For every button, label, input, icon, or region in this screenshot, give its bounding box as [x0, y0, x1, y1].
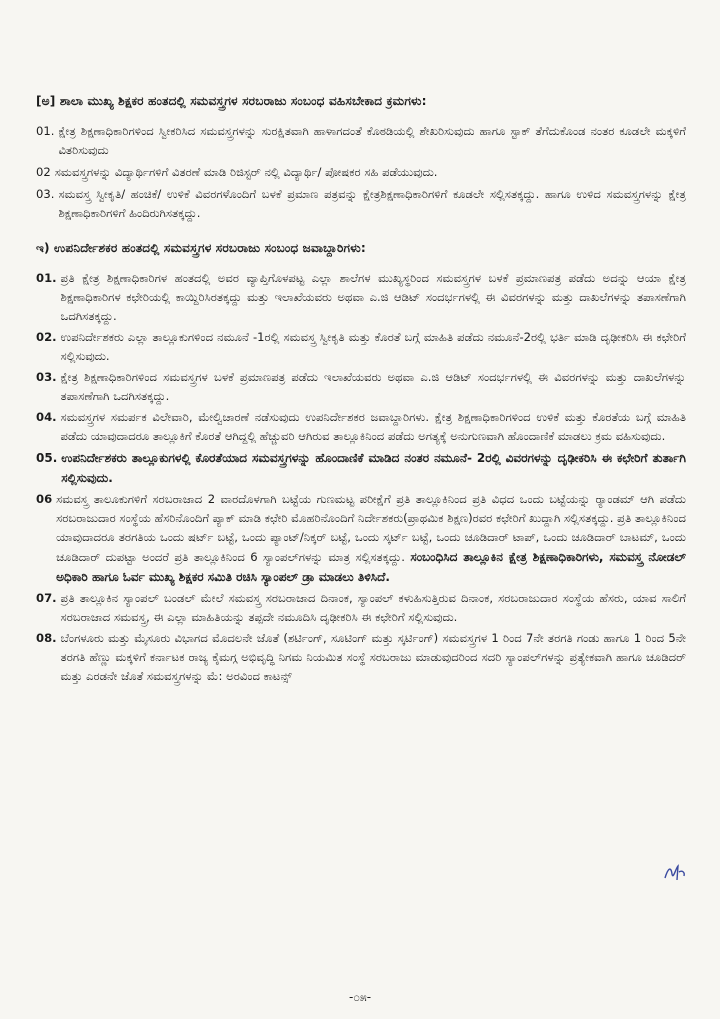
section-i [36, 239, 686, 686]
list-item [36, 490, 686, 587]
item-number: 03. [36, 370, 57, 384]
item-number: 03. [36, 187, 55, 201]
page-number: -೦೫- [348, 990, 372, 1004]
item-text-bold: ಸಂಬಂಧಿಸಿದ ತಾಲ್ಲೂಕಿನ ಕ್ಷೇತ್ರ ಶಿಕ್ಷಣಾಧಿಕಾರಿಗಳು, ಸಮವಸ್ತ್ರ ನೋಡಲ್ ಅಧಿಕಾರಿ ಹಾಗೂ ಓರ್ವ ಮುಖ್ಯ ಶಿಕ್ಷಕರ ಸಮಿತಿ ರಚಿಸಿ ಸ್ಯಾಂಪಲ್ ಡ್ರಾ ಮಾಡಲು ತಿಳಿಸಿದೆ. [56, 550, 686, 584]
list-item [36, 122, 686, 160]
list-item [36, 589, 686, 627]
item-text: ಸಮವಸ್ತ್ರಗಳ ಸಮರ್ಪಕ ವಿಲೇವಾರಿ, ಮೇಲ್ವಿಚಾರಣೆ ನಡೆಸುವುದು ಉಪನಿರ್ದೇಶಕರ ಜವಾಬ್ದಾರಿಗಳು. ಕ್ಷೇತ್ರ ಶಿಕ್ಷಣಾಧಿಕಾರಿಗಳಿಂದ ಉಳಿಕೆ ಮತ್ತು ಕೊರತೆಯ ಬಗ್ಗೆ ಮಾಹಿತಿ ಪಡೆದು ಯಾವುದಾದರೂ ತಾಲ್ಲೂಕಿಗೆ ಕೊರತೆ ಆಗಿದ್ದಲ್ಲಿ ಹೆಚ್ಚುವರಿ ಆಗಿರುವ ತಾಲ್ಲೂಕಿನಿಂದ ಪಡೆದು ಅಗತ್ಯಕ್ಕೆ ಅನುಗುಣವಾಗಿ ಹೊಂದಾಣಿಕೆ ಮಾಡಲು ಕ್ರಮ ವಹಿಸುವುದು. [60, 410, 686, 443]
item-text: ಸಮವಸ್ತ್ರಗಳನ್ನು ವಿದ್ಯಾರ್ಥಿಗಳಿಗೆ ವಿತರಣೆ ಮಾಡಿ ರಿಜಿಸ್ಟರ್ ನಲ್ಲಿ ವಿದ್ಯಾರ್ಥಿ/ ಪೋಷಕರ ಸಹಿ ಪಡೆಯುವುದು. [54, 165, 438, 179]
item-number: 01. [36, 124, 55, 138]
list-item-bold [36, 448, 686, 488]
item-number: 02 [36, 165, 51, 179]
item-text-block [56, 490, 686, 587]
item-text: ಸಮವಸ್ತ್ರ ತಾಲೂಕುಗಳಿಗೆ ಸರಬರಾಜಾದ 2 ವಾರದೊಳಗಾಗಿ ಬಟ್ಟೆಯ ಗುಣಮಟ್ಟ ಪರೀಕ್ಷೆಗೆ ಪ್ರತಿ ತಾಲ್ಲೂಕಿನಿಂದ ಪ್ರತಿ ವಿಧದ ಒಂದು ಬಟ್ಟೆಯನ್ನು ರ್‍ಯಾಂಡಮ್ ಆಗಿ ಪಡೆದು ಸರಬರಾಜುದಾರ ಸಂಸ್ಥೆಯ ಹೆಸರಿನೊಂದಿಗೆ ಪ್ಯಾಕ್ ಮಾಡಿ ಕಛೇರಿ ಮೊಹರಿನೊಂದಿಗೆ ನಿರ್ದೇಶಕರು(ಪ್ರಾಥಮಿಕ ಶಿಕ್ಷಣ)ರವರ ಕಛೇರಿಗೆ ಖುದ್ದಾಗಿ ಸಲ್ಲಿಸತಕ್ಕದ್ದು. ಪ್ರತಿ ತಾಲ್ಲೂಕಿನಿಂದ ಯಾವುದಾದರೂ ತರಗತಿಯ ಒಂದು ಷರ್ಟ್ ಬಟ್ಟೆ, ಒಂದು ಪ್ಯಾಂಟ್/ನಿಕ್ಕರ್ ಬಟ್ಟೆ, ಒಂದು ಸ್ಕರ್ಟ್ ಬಟ್ಟೆ, ಒಂದು ಚೂಡಿದಾರ್ ಟಾಪ್, ಒಂದು ಚೂಡಿದಾರ್ ಬಾಟಮ್, ಒಂದು ಚೂಡಿದಾರ್ ದುಪಟ್ಟಾ ಅಂದರೆ ಪ್ರತಿ ತಾಲ್ಲೂಕಿನಿಂದ 6 ಸ್ಯಾಂಪಲ್‌ಗಳನ್ನು ಮಾತ್ರ ಸಲ್ಲಿಸತಕ್ಕದ್ದು. [56, 492, 686, 564]
item-text: ಬೆಂಗಳೂರು ಮತ್ತು ಮೈಸೂರು ವಿಭಾಗದ ಮೊದಲನೇ ಜೊತೆ (ಶರ್ಟಿಂಗ್, ಸೂಟಿಂಗ್ ಮತ್ತು ಸ್ಕರ್ಟಿಂಗ್) ಸಮವಸ್ತ್ರಗಳ 1 ರಿಂದ 7ನೇ ತರಗತಿ ಗಂಡು ಹಾಗೂ 1 ರಿಂದ 5ನೇ ತರಗತಿ ಹೆಣ್ಣು ಮಕ್ಕಳಿಗೆ ಕರ್ನಾಟಕ ರಾಜ್ಯ ಕೈಮಗ್ಗ ಅಭಿವೃದ್ಧಿ ನಿಗಮ ನಿಯಮಿತ ಸಂಸ್ಥೆ ಸರಬರಾಜು ಮಾಡುವುದರಿಂದ ಸದರಿ ಸ್ಯಾಂಪಲ್‌ಗಳನ್ನು ಪ್ರತ್ಯೇಕವಾಗಿ ಹಾಗೂ ಚೂಡಿದರ್ ಮತ್ತು ಎರಡನೇ ಜೊತೆ ಸಮವಸ್ತ್ರಗಳನ್ನು ಮೆ: ಅರವಿಂದ ಕಾಟನ್ಸ್ [60, 631, 686, 683]
item-text: ಉಪನಿರ್ದೇಶಕರು ಎಲ್ಲಾ ತಾಲ್ಲೂಕುಗಳಿಂದ ನಮೂನೆ -1ರಲ್ಲಿ ಸಮವಸ್ತ್ರ ಸ್ವೀಕೃತಿ ಮತ್ತು ಕೊರತೆ ಬಗ್ಗೆ ಮಾಹಿತಿ ಪಡೆದು ನಮೂನೆ-2ರಲ್ಲಿ ಭರ್ತಿ ಮಾಡಿ ದೃಢೀಕರಿಸಿ ಈ ಕಛೇರಿಗೆ ಸಲ್ಲಿಸುವುದು. [60, 330, 686, 363]
list-item [36, 408, 686, 446]
item-text: ಕ್ಷೇತ್ರ ಶಿಕ್ಷಣಾಧಿಕಾರಿಗಳಿಂದ ಸಮವಸ್ತ್ರಗಳ ಬಳಕೆ ಪ್ರಮಾಣಪತ್ರ ಪಡೆದು ಇಲಾಖೆಯವರು ಅಥವಾ ಎ.ಜಿ ಆಡಿಟ್ ಸಂದರ್ಭಗಳಲ್ಲಿ ಈ ವಿವರಗಳನ್ನು ಮತ್ತು ದಾಖಲೆಗಳನ್ನು ತಪಾಸಣೆಗಾಗಿ ಒದಗಿಸತಕ್ಕದ್ದು. [60, 370, 686, 403]
item-text: ಉಪನಿರ್ದೇಶಕರು ತಾಲ್ಲೂಕುಗಳಲ್ಲಿ ಕೊರತೆಯಾದ ಸಮವಸ್ತ್ರಗಳನ್ನು ಹೊಂದಾಣಿಕೆ ಮಾಡಿದ ನಂತರ ನಮೂನೆ- 2ರಲ್ಲಿ ವಿವರಗಳನ್ನು ದೃಢೀಕರಿಸಿ ಈ ಕಛೇರಿಗೆ ತುರ್ತಾಗಿ ಸಲ್ಲಿಸುವುದು. [61, 451, 686, 485]
section-i-heading: ಇ) ಉಪನಿರ್ದೇಶಕರ ಹಂತದಲ್ಲಿ ಸಮವಸ್ತ್ರಗಳ ಸರಬರಾಜು ಸಂಬಂಧ ಜವಾಬ್ದಾರಿಗಳು: [36, 241, 366, 255]
list-item [36, 368, 686, 406]
item-number: 05. [36, 451, 58, 465]
list-item [36, 629, 686, 686]
item-text: ಪ್ರತಿ ಕ್ಷೇತ್ರ ಶಿಕ್ಷಣಾಧಿಕಾರಿಗಳ ಹಂತದಲ್ಲಿ ಅವರ ವ್ಯಾಪ್ತಿಗೊಳಪಟ್ಟ ಎಲ್ಲಾ ಶಾಲೆಗಳ ಮುಖ್ಯಸ್ಥರಿಂದ ಸಮವಸ್ತ್ರಗಳ ಬಳಕೆ ಪ್ರಮಾಣಪತ್ರ ಪಡೆದು ಅದನ್ನು ಆಯಾ ಕ್ಷೇತ್ರ ಶಿಕ್ಷಣಾಧಿಕಾರಿಗಳ ಕಛೇರಿಯಲ್ಲಿ ಕಾಯ್ದಿರಿಸಿರತಕ್ಕದ್ದು ಮತ್ತು ಇಲಾಖೆಯವರು ಅಥವಾ ಎ.ಜಿ ಆಡಿಟ್ ಸಂದರ್ಭಗಳಲ್ಲಿ ಈ ವಿವರಗಳನ್ನು ಮತ್ತು ದಾಖಲೆಗಳನ್ನು ತಪಾಸಣೆಗಾಗಿ ಒದಗಿಸತಕ್ಕದ್ದು. [60, 271, 686, 323]
item-number: 07. [36, 591, 57, 605]
item-number: 06 [36, 492, 53, 506]
item-text: ಪ್ರತಿ ತಾಲ್ಲೂಕಿನ ಸ್ಯಾಂಪಲ್ ಬಂಡಲ್ ಮೇಲೆ ಸಮವಸ್ತ್ರ ಸರಬರಾಜಾದ ದಿನಾಂಕ, ಸ್ಯಾಂಪಲ್ ಕಳುಹಿಸುತ್ತಿರುವ ದಿನಾಂಕ, ಸರಬರಾಜುದಾರ ಸಂಸ್ಥೆಯ ಹೆಸರು, ಯಾವ ಸಾಲಿಗೆ ಸರಬರಾಜಾದ ಸಮವಸ್ತ್ರ, ಈ ಎಲ್ಲಾ ಮಾಹಿತಿಯನ್ನು ತಪ್ಪದೇ ನಮೂದಿಸಿ ದೃಢೀಕರಿಸಿ ಈ ಕಛೇರಿಗೆ ಸಲ್ಲಿಸುವುದು. [60, 591, 686, 624]
list-item [36, 185, 686, 223]
list-item [36, 163, 686, 182]
section-a [36, 92, 686, 223]
item-text: ಕ್ಷೇತ್ರ ಶಿಕ್ಷಣಾಧಿಕಾರಿಗಳಿಂದ ಸ್ವೀಕರಿಸಿದ ಸಮವಸ್ತ್ರಗಳನ್ನು ಸುರಕ್ಷಿತವಾಗಿ ಹಾಳಾಗದಂತೆ ಕೊಠಡಿಯಲ್ಲಿ ಶೇಖರಿಸುವುದು ಹಾಗೂ ಸ್ಟಾಕ್ ತೆಗೆದುಕೊಂಡ ನಂತರ ಕೂಡಲೇ ಮಕ್ಕಳಿಗೆ ವಿತರಿಸುವುದು [58, 124, 686, 157]
item-number: 01. [36, 271, 57, 285]
item-text: ಸಮವಸ್ತ್ರ ಸ್ವೀಕೃತಿ/ ಹಂಚಿಕೆ/ ಉಳಿಕೆ ವಿವರಗಳೊಂದಿಗೆ ಬಳಕೆ ಪ್ರಮಾಣ ಪತ್ರವನ್ನು ಕ್ಷೇತ್ರಶಿಕ್ಷಣಾಧಿಕಾರಿಗಳಿಗೆ ಕೂಡಲೇ ಸಲ್ಲಿಸತಕ್ಕದ್ದು. ಹಾಗೂ ಉಳಿದ ಸಮವಸ್ತ್ರಗಳನ್ನು ಕ್ಷೇತ್ರ ಶಿಕ್ಷಣಾಧಿಕಾರಿಗಳಿಗೆ ಹಿಂದಿರುಗಿಸತಕ್ಕದ್ದು. [58, 187, 686, 220]
item-number: 04. [36, 410, 57, 424]
document-page [36, 92, 686, 1002]
list-item [36, 269, 686, 326]
list-item [36, 328, 686, 366]
item-number: 08. [36, 631, 57, 645]
section-a-heading: [ಅ] ಶಾಲಾ ಮುಖ್ಯ ಶಿಕ್ಷಕರ ಹಂತದಲ್ಲಿ ಸಮವಸ್ತ್ರಗಳ ಸರಬರಾಜು ಸಂಬಂಧ ವಹಿಸಬೇಕಾದ ಕ್ರಮಗಳು: [36, 94, 427, 108]
signature-mark [662, 860, 688, 886]
item-number: 02. [36, 330, 57, 344]
